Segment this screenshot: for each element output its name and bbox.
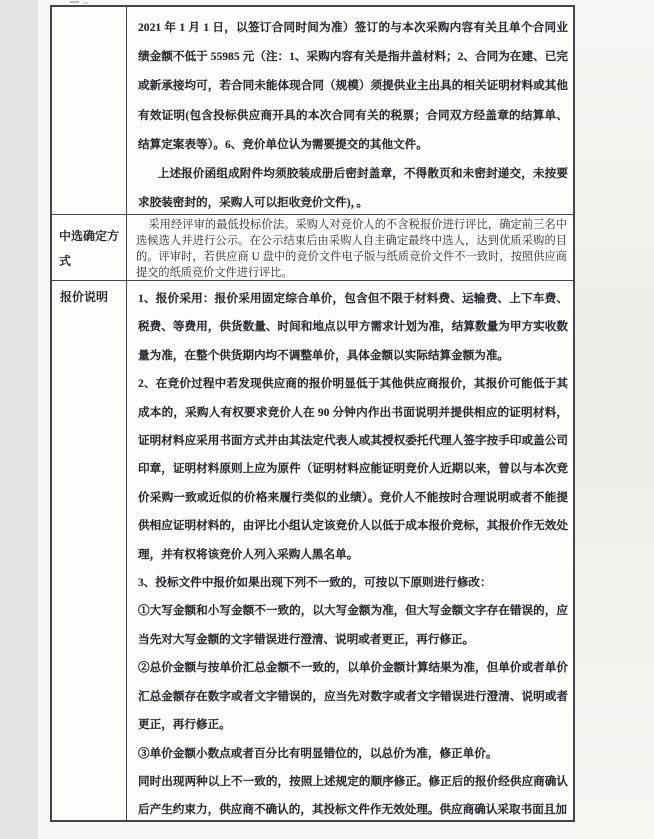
paragraph: 同时出现两种以上不一致的，按照上述规定的顺序修正。修正后的报价经供应商确认后产生约束力，供应商不确认的，其投标文件作无效处理。供应商确认采取书面且加 xyxy=(138,774,568,817)
paragraph: 采用经评审的最低投标价法。采购人对竞价人的不含税报价进行评比，确定前三名中选候选人并进行公示。在公示结束后由采购人自主确定最终中选人，达到优质采购的目的。评审时，若供应商 U 盘中的竞价文件电子版与纸质竞价文件不一致时，按照供应商提交的纸质竞价文件进行评比。 xyxy=(136,219,567,279)
paragraph: 上述报价函组成附件均须胶装成册后密封盖章，不得散页和未密封递交，未按要求胶装密封的，采购人可以拒收竞价文件)，。 xyxy=(138,167,568,210)
row-label-continuation xyxy=(52,7,127,215)
quotation-notes-cell xyxy=(127,281,573,820)
selection-method-cell xyxy=(127,215,573,281)
row-label-quotation-notes: 报价说明 xyxy=(52,281,127,820)
row-label-selection-method: 中选确定方式 xyxy=(52,215,127,281)
paragraph: 2021 年 1 月 1 日，以签订合同时间为准）签订的与本次采购内容有关且单个合同业绩金额不低于 55985 元（注：1、采购内容有关是指井盖材料；2、合同为在建、已完或新承接均可，若合同未能体现合同（规模）须提供业主出具的相关证明材料或其他有效证明(包含投标供应商开具的本次合同有关的税票；合同双方经盖章的结算单、结算定案表等）。6、竞价单位认为需要提交的其他文件。 xyxy=(138,21,568,151)
paragraph: 3、投标文件中报价如果出现下列不一致的，可按以下原则进行修改： xyxy=(138,576,492,590)
paragraph: ②总价金额与按单价汇总金额不一致的，以单价金额计算结果为准，但单价或者单价汇总金额存在数字或者文字错误的，应当先对数字或者文字错误进行澄清、说明或者更正，再行修正。 xyxy=(138,661,568,732)
scan-artifact xyxy=(83,2,88,4)
paragraph: 1、报价采用：报价采用固定综合单价，包含但不限于材料费、运输费、上下车费、税费、等费用，供货数量、时间和地点以甲方需求计划为准，结算数量为甲方实收数量为准，在整个供货期内均不调整单价，具体金额以实际结算金额为准。 xyxy=(138,292,568,362)
bid-letter-requirements-cell xyxy=(127,7,573,215)
scan-artifact xyxy=(70,1,79,3)
procurement-terms-table xyxy=(50,5,575,822)
paragraph: ③单价金额小数点或者百分比有明显错位的，以总价为准，修正单价。 xyxy=(138,746,498,760)
paragraph: ①大写金额和小写金额不一致的，以大写金额为准，但大写金额文字存在错误的，应当先对大写金额的文字错误进行澄清、说明或者更正，再行修正。 xyxy=(138,604,568,646)
paragraph: 2、在竞价过程中若发现供应商的报价明显低于其他供应商报价，其报价可能低于其成本的，采购人有权要求竞价人在 90 分钟内作出书面说明并提供相应的证明材料，证明材料应采用书面方式并由其法定代表人或其授权委托代理人签字按手印或盖公司印章，证明材料原则上应为原件（证明材料应能证明竞价人近期以来，曾以与本次竞价采购一致或近似的价格来履行类似的业绩）。竞价人不能按时合理说明或者不能提供相应证明材料的，由评比小组认定该竞价人以低于成本报价竞标，其报价作无效处理，并有权将该竞价人列入采购人黑名单。 xyxy=(138,377,568,561)
